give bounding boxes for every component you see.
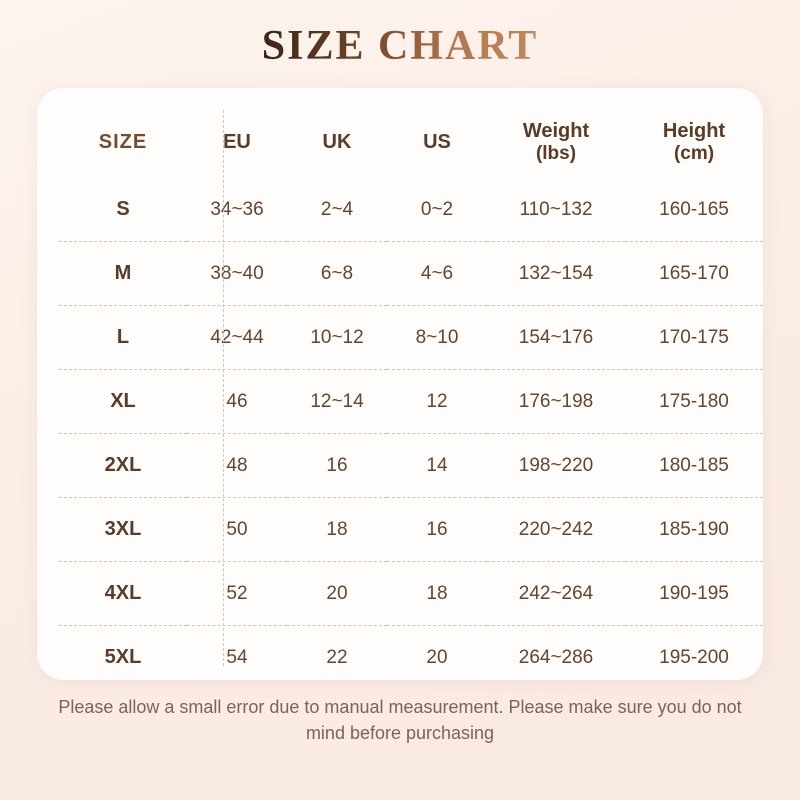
cell-us: 8~10 (387, 306, 487, 370)
cell-size: XL (59, 370, 187, 434)
table-row (59, 498, 763, 562)
cell-weight: 220~242 (487, 498, 625, 562)
table-header (59, 106, 763, 178)
cell-weight: 242~264 (487, 562, 625, 626)
cell-height: 195-200 (659, 646, 729, 668)
cell-weight: 198~220 (487, 434, 625, 498)
cell-height: 170-175 (625, 306, 763, 370)
cell-eu: 52 (187, 562, 287, 626)
table-row (59, 178, 763, 242)
cell-uk: 18 (287, 498, 387, 562)
header-height-line2: (cm) (673, 142, 715, 164)
cell-weight: 154~176 (487, 306, 625, 370)
table-row (59, 242, 763, 306)
cell-uk: 6~8 (287, 242, 387, 306)
table-row (59, 370, 763, 434)
cell-size: L (59, 306, 187, 370)
cell-weight: 132~154 (487, 242, 625, 306)
cell-height: 165-170 (625, 242, 763, 306)
table-row (59, 626, 763, 690)
cell-uk: 22 (326, 646, 348, 668)
table-row (59, 306, 763, 370)
cell-size: 4XL (59, 562, 187, 626)
vertical-divider (223, 110, 224, 666)
cell-us: 14 (387, 434, 487, 498)
cell-size: S (59, 178, 187, 242)
cell-eu: 42~44 (187, 306, 287, 370)
cell-weight: 264~286 (518, 646, 594, 668)
cell-height: 160-165 (625, 178, 763, 242)
cell-height: 180-185 (625, 434, 763, 498)
cell-weight: 176~198 (487, 370, 625, 434)
header-height (625, 106, 763, 178)
cell-us: 18 (387, 562, 487, 626)
page-title: SIZE CHART (261, 23, 539, 69)
cell-eu: 46 (187, 370, 287, 434)
cell-us: 4~6 (387, 242, 487, 306)
cell-size: 2XL (59, 434, 187, 498)
cell-uk: 20 (287, 562, 387, 626)
table-row (59, 434, 763, 498)
cell-us: 16 (387, 498, 487, 562)
header-weight-line1: Weight (522, 119, 590, 142)
header-size: SIZE (98, 130, 148, 153)
cell-uk: 16 (287, 434, 387, 498)
size-chart-card (37, 88, 763, 680)
cell-us: 20 (426, 646, 448, 668)
header-uk: UK (322, 130, 352, 153)
size-chart-table (59, 106, 763, 689)
table-row (59, 562, 763, 626)
cell-size: 3XL (59, 498, 187, 562)
cell-uk: 12~14 (287, 370, 387, 434)
cell-us: 0~2 (387, 178, 487, 242)
cell-size: M (59, 242, 187, 306)
cell-size: 5XL (104, 646, 142, 668)
header-height-line1: Height (662, 119, 726, 142)
cell-height: 175-180 (625, 370, 763, 434)
cell-eu: 38~40 (187, 242, 287, 306)
cell-eu: 34~36 (187, 178, 287, 242)
cell-eu: 48 (187, 434, 287, 498)
cell-height: 190-195 (625, 562, 763, 626)
header-us: US (423, 130, 451, 153)
cell-uk: 2~4 (287, 178, 387, 242)
header-eu: EU (223, 130, 251, 153)
cell-eu: 50 (187, 498, 287, 562)
table-body (59, 178, 763, 689)
header-weight-line2: (lbs) (535, 142, 577, 164)
cell-uk: 10~12 (287, 306, 387, 370)
cell-eu: 54 (226, 646, 248, 668)
cell-height: 185-190 (625, 498, 763, 562)
cell-weight: 110~132 (487, 178, 625, 242)
cell-us: 12 (387, 370, 487, 434)
header-weight (487, 106, 625, 178)
header-row (59, 106, 763, 178)
measurement-note: Please allow a small error due to manual measurement. Please make sure you do not mind before purchasing (58, 697, 742, 744)
